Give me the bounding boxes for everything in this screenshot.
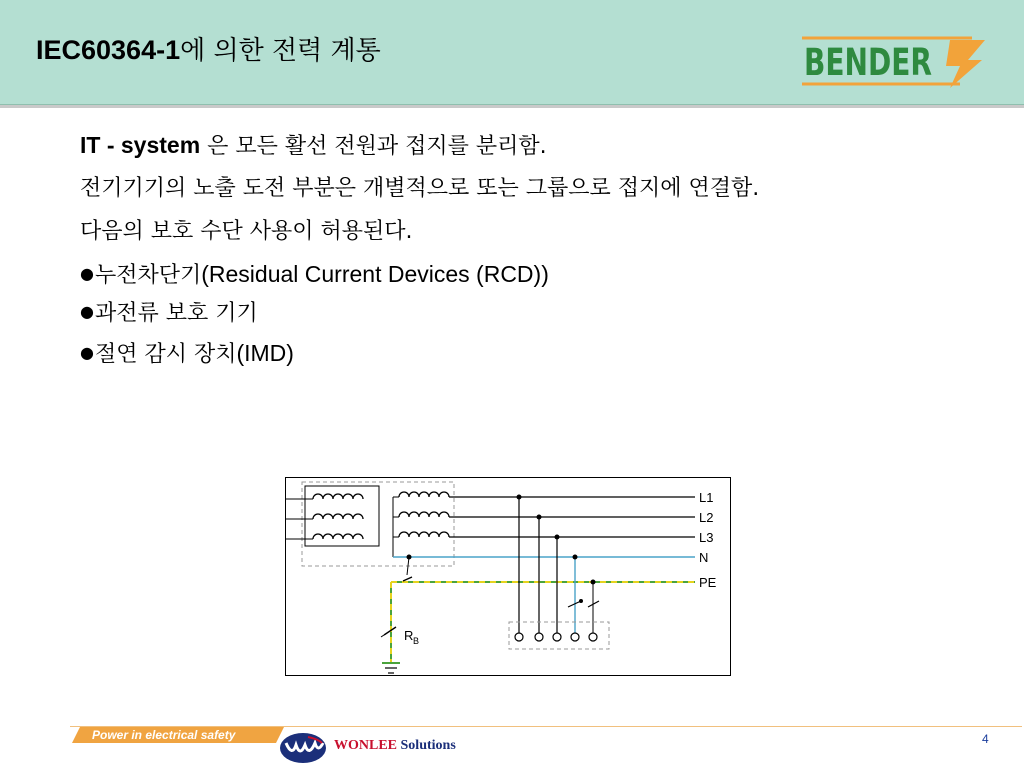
rb-label: R [404, 628, 414, 643]
it-system-term: IT - system [80, 132, 201, 158]
company-name [334, 738, 456, 754]
label-pe: PE [699, 575, 717, 590]
wonlee-logo-icon [278, 731, 328, 765]
bullet-imd [80, 338, 900, 370]
bullet-rcd-ko: 누전차단기 [94, 263, 202, 289]
slide-body [80, 130, 900, 378]
it-system-diagram [285, 477, 731, 676]
bullet-imd-ko: 절연 감시 장치 [94, 341, 237, 367]
bullet-rcd-en: (Residual Current Devices (RCD)) [201, 261, 549, 288]
diagram-frame [286, 478, 731, 676]
bullet-imd-en: (IMD) [236, 339, 294, 366]
label-l1: L1 [699, 490, 714, 505]
slogan-text: Power in electrical safety [92, 728, 236, 742]
page-number: 4 [982, 732, 989, 746]
bullet-rcd [80, 259, 900, 291]
title-rest: 에 의한 전력 계통 [180, 36, 381, 66]
rb-label-sub: B [413, 636, 420, 646]
bullet-icon: ● [80, 342, 94, 362]
bullet-icon: ● [80, 264, 94, 284]
bender-logo-text: BENDER [804, 41, 932, 84]
label-n: N [699, 550, 709, 565]
label-l3: L3 [699, 530, 714, 545]
paragraph-grounding: 전기기기의 노출 도전 부분은 개별적으로 또는 그룹으로 접지에 연결함. [80, 176, 760, 202]
it-system-desc: 은 모든 활선 전원과 접지를 분리함. [200, 134, 547, 159]
label-l2: L2 [699, 510, 714, 525]
header-divider [0, 105, 1024, 108]
company-name-suffix: Solutions [397, 738, 456, 753]
company-name-main: WONLEE [334, 738, 398, 753]
bullet-overcurrent-ko: 과전류 보호 기기 [94, 301, 258, 327]
paragraph-protection: 다음의 보호 수단 사용이 허용된다. [80, 218, 413, 244]
bullet-overcurrent [80, 299, 900, 329]
slide-title [36, 30, 381, 67]
bullet-icon: ● [80, 302, 94, 322]
bender-logo [800, 30, 990, 92]
title-code: IEC60364-1 [36, 35, 181, 65]
paragraph-it-system [80, 130, 900, 162]
